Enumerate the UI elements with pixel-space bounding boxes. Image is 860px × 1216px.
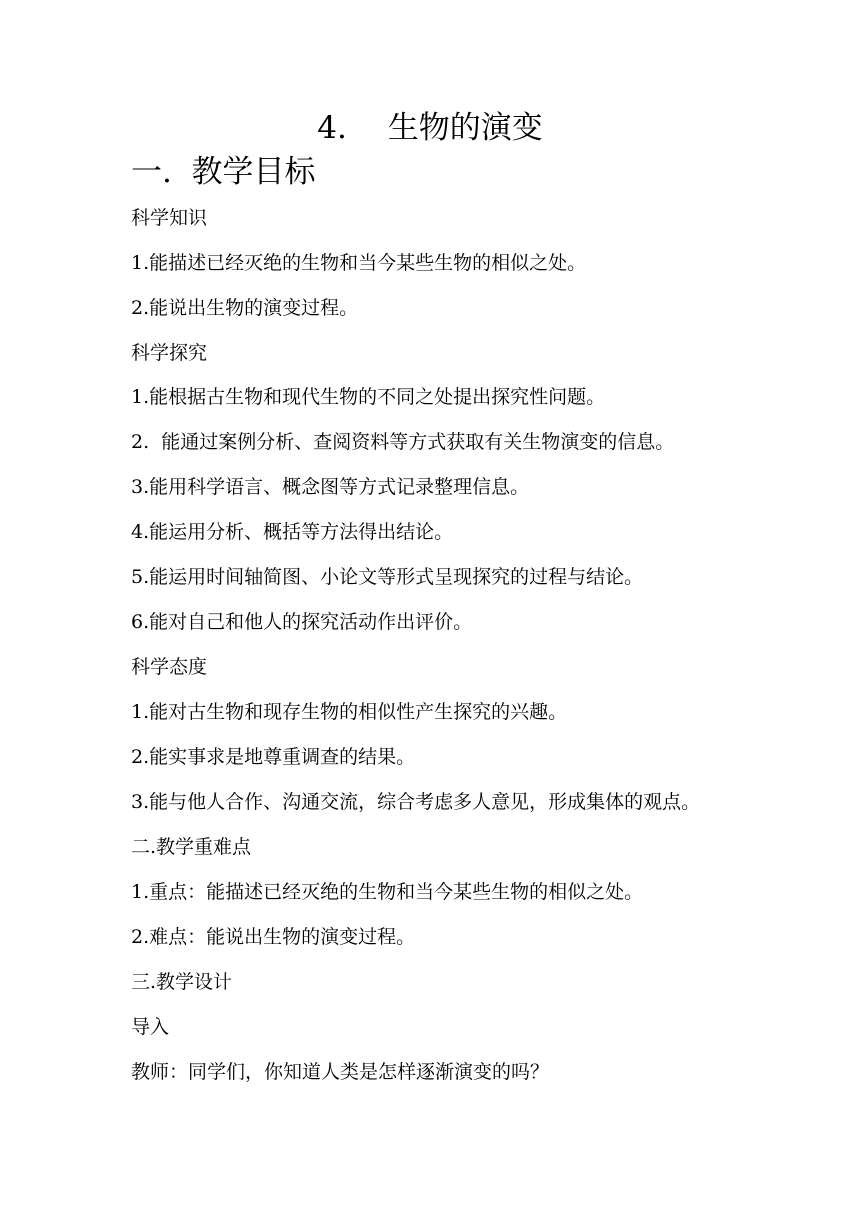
paragraph-line: 4.能运用分析、概括等方法得出结论。 xyxy=(131,521,454,543)
subheading-science-inquiry: 科学探究 xyxy=(131,342,208,364)
paragraph-line: 3.能与他人合作、沟通交流，综合考虑多人意见，形成集体的观点。 xyxy=(131,791,701,813)
paragraph-line: 3.能用科学语言、概念图等方式记录整理信息。 xyxy=(131,476,530,498)
paragraph-line: 2.能实事求是地尊重调查的结果。 xyxy=(131,746,416,768)
paragraph-line: 5.能运用时间轴简图、小论文等形式呈现探究的过程与结论。 xyxy=(131,566,644,588)
paragraph-line: 2.难点：能说出生物的演变过程。 xyxy=(131,926,416,948)
section-heading-teaching-design: 三.教学设计 xyxy=(131,971,233,993)
document-title: 4. 生物的演变 xyxy=(317,110,543,146)
paragraph-line: 教师：同学们，你知道人类是怎样逐渐演变的吗？ xyxy=(131,1061,550,1083)
section-heading-teaching-goals: 一. 教学目标 xyxy=(131,154,316,190)
paragraph-line: 6.能对自己和他人的探究活动作出评价。 xyxy=(131,611,473,633)
section-heading-key-points: 二.教学重难点 xyxy=(131,836,252,858)
subheading-science-attitude: 科学态度 xyxy=(131,656,208,678)
paragraph-line: 1.能根据古生物和现代生物的不同之处提出探究性问题。 xyxy=(131,386,606,408)
paragraph-line: 2. 能通过案例分析、查阅资料等方式获取有关生物演变的信息。 xyxy=(131,431,675,453)
paragraph-line: 2.能说出生物的演变过程。 xyxy=(131,297,359,319)
paragraph-line: 1.能描述已经灭绝的生物和当今某些生物的相似之处。 xyxy=(131,252,587,274)
subheading-science-knowledge: 科学知识 xyxy=(131,207,208,229)
paragraph-line: 1.能对古生物和现存生物的相似性产生探究的兴趣。 xyxy=(131,701,568,723)
subheading-introduction: 导入 xyxy=(131,1016,170,1038)
paragraph-line: 1.重点：能描述已经灭绝的生物和当今某些生物的相似之处。 xyxy=(131,881,644,903)
